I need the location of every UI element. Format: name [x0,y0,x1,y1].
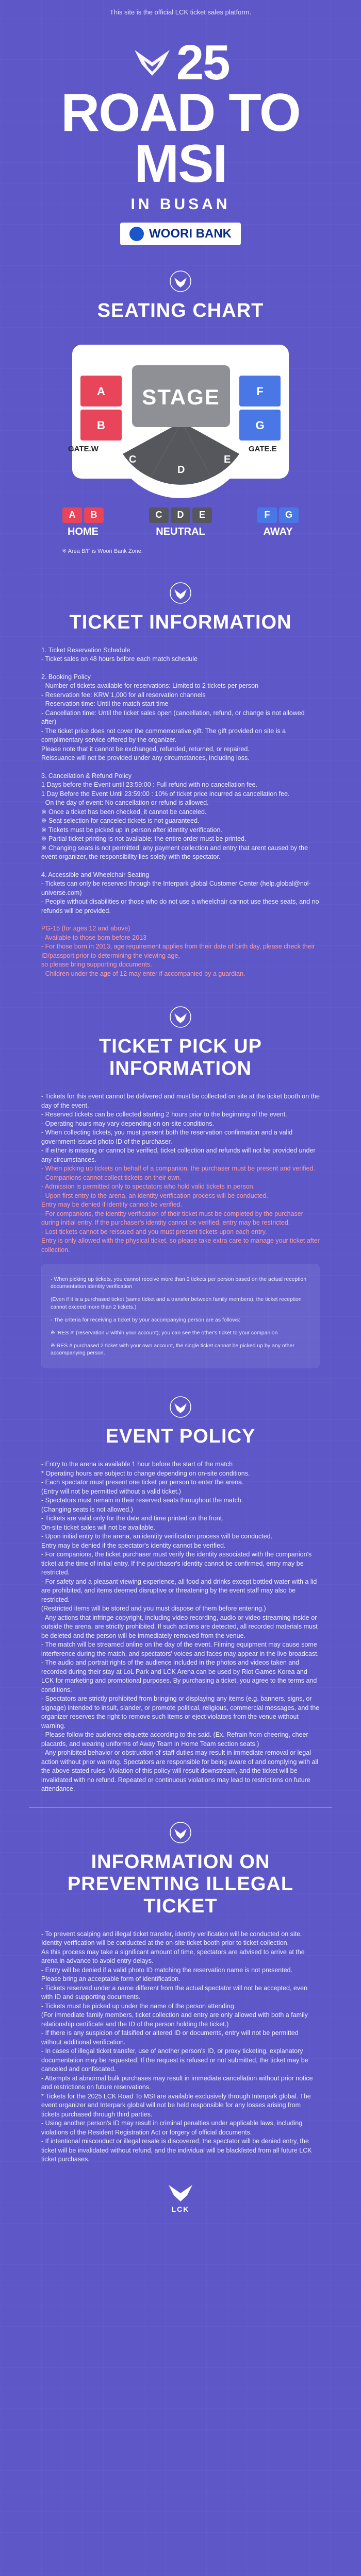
zone-e-label: E [224,453,231,465]
age-rating-warning [41,924,320,978]
info-line: 1 Days before the Event until 23:59:00 : Full refund with no cancellation fee. [41,781,258,789]
info-line: - Reserved tickets can be collected starting 2 hours prior to the beginning of the event. [41,1111,287,1118]
info-line: 1. Ticket Reservation Schedule [41,646,130,654]
gate-west-label: GATE.W [68,444,99,453]
info-line: - For companions, the ticket purchaser must verify the identity associated with the companion's ticket at the time of initial entry. If the purchaser's identity cannot be confirmed, entry may be restricted. [41,1551,312,1577]
warning-line: - To prevent scalping and illegal ticket transfer, identity verification will be conducted on site. [41,1930,302,1938]
warning-line: (For immediate family members, ticket collection and entry are only allowed with both a family relationship certificate and the ID of the person holding the ticket.) [41,2011,308,2028]
warning-line: * Tickets for the 2025 LCK Road To MSI are available exclusively through Interpark global. The event organizer and Interpark global will not be held responsible for any losses arising from tickets purchased through third parties. [41,2092,311,2118]
legend-home-label: HOME [68,526,99,537]
event-policy-title: EVENT POLICY [105,1426,256,1448]
seating-title: SEATING CHART [97,299,264,321]
hero-subtitle: IN BUSAN [130,195,231,213]
warning-line: - Upon first entry to the arena, an identity verification process will be conducted. [41,1192,268,1199]
info-line: - Number of tickets available for reservations: Limited to 2 tickets per person [41,682,259,690]
warning-line: - If there is any suspicion of falsified or altered ID or documents, entry will not be permitted without additional verification. [41,2029,299,2046]
lck-emblem-icon [169,1006,192,1028]
lck-emblem-icon [169,1396,192,1418]
info-line: - Tickets can only be reserved through the Interpark global Customer Center (help.global@nol-universe.com) [41,880,311,896]
footer-logo [0,2182,361,2213]
info-line: - Spectators must remain in their reserved seats throughout the match. [41,1497,243,1504]
info-line: (Changing seats is not allowed.) [41,1505,133,1513]
legend-home [62,507,104,538]
info-line: ※ Partial ticket printing is not available; the entire order must be printed. [41,835,247,843]
seating-chart [36,334,325,540]
official-notice-banner [0,0,361,24]
illegal-ticket-title: INFORMATION ON PREVENTING ILLEGAL TICKET [67,1851,294,1917]
info-line: - Upon initial entry to the arena, an identity verification process will be conducted. [41,1533,273,1540]
illegal-ticket-body [41,1930,320,2164]
event-policy-section [0,1396,361,1794]
warning-line: - Entry will be denied if a valid photo ID matching the reservation name is not presented. [41,1966,293,1974]
lck-wing-icon [132,45,174,81]
warning-line: - Tickets reserved under a name different from the actual spectator will not be accepted, even with ID and supporting documents. [41,1984,308,2001]
hero [0,24,361,245]
warning-line: PG-15 (for ages 12 and above) [41,925,130,933]
banner-text: This site is the official LCK ticket sales platform. [109,8,252,16]
zone-g-label: G [255,418,265,432]
info-line: - The ticket price does not cover the commemorative gift. The gift provided on site is a complimentary service offered by the organizer. [41,727,286,744]
note-line: (Even if it is a purchased ticket (same ticket and a transfer between family members), the ticket reception cannot exceed more than 2 tickets.) [51,1296,302,1310]
zone-d-label: D [177,464,185,476]
booking-policy [41,673,320,763]
pickup-warnings [41,1164,320,1255]
warning-line: As this process may take a significant amount of time, spectators are advised to arrive at the arena in advance to avoid entry delays. [41,1948,305,1965]
pickup-notes [41,1264,320,1368]
info-line: - Entry to the arena is available 1 hour before the start of the match [41,1461,233,1468]
legend-zone-d: D [171,507,190,523]
info-line: - Reservation time: Until the match start time [41,700,169,708]
note-line: - When picking up tickets, you cannot receive more than 2 tickets per person based on the actual reception documentation identity verification [51,1276,307,1290]
info-line: - The audio and portrait rights of the audience included in the photos and videos taken and recorded during their stay at LoL Park and LCK Arena can be used by Riot Games Korea and LCK for marketing and promotional purposes. By purchasing a ticket, you agree to the terms and conditions. [41,1659,317,1693]
info-line: - Ticket sales on 48 hours before each match schedule [41,655,198,663]
zone-c-label: C [129,453,137,465]
info-line: - Tickets are valid only for the date and time printed on the front. [41,1515,224,1522]
info-line: ※ Seat selection for canceled tickets is not guaranteed. [41,817,200,825]
legend-zone-c: C [149,507,169,523]
warning-line: - For companions, the identity verification of their ticket must be completed by the purchaser during initial entry. If the purchaser's identity cannot be verified, entry may be restricted. [41,1210,303,1227]
info-line: 4. Accessible and Wheelchair Seating [41,871,150,878]
refund-policy [41,772,320,862]
pickup-section [0,1006,361,1368]
warning-line: - Companions cannot collect tickets on their own. [41,1174,182,1181]
warning-line: - Children under the age of 12 may enter if accompanied by a guardian. [41,970,245,977]
note-line: ※ 'RES #' (reservation # within your account); you can see the other's ticket to your companion [51,1329,278,1336]
hero-line-2: MSI [134,133,227,194]
info-line: - Tickets for this event cannot be delivered and must be collected on site at the ticket booth on the day of the event. [41,1093,320,1109]
ticket-info-body [41,646,320,979]
sponsor-badge [120,223,241,245]
gate-east-label: GATE.E [249,444,277,453]
pickup-body [41,1092,320,1255]
legend-zone-e: E [192,507,212,523]
info-line: - Each spectator must present one ticket per person to enter the arena. [41,1479,244,1486]
warning-line: - Admission is permitted only to spectators who hold valid tickets in person. [41,1183,255,1191]
info-line: - If either is missing or cannot be verified, ticket collection and refunds will not be provided under any circumstances. [41,1147,316,1163]
info-line: - Any actions that infringe copyright, including video recording, audio or video streaming inside or outside the arena, are strictly prohibited. If such actions are detected, all recorded materials must be deleted and the person will be immediately removed from the venue. [41,1614,318,1639]
warning-line: - If intentional misconduct or illegal resale is discovered, the spectator will be denied entry, the ticket will be invalidated without refund, and the individual will be blacklisted from all future LCK ticket purchases. [41,2138,312,2163]
info-line: - Operating hours may vary depending on on-site conditions. [41,1120,214,1127]
warning-line: Identity verification will be conducted at the on-site ticket booth prior to ticket collection. [41,1939,289,1947]
info-line: - The match will be streamed online on the day of the event. Filming equipment may cause some interference during the match, and spectators' voices and faces may appear in the live broadcast. [41,1641,319,1657]
info-line: (Entry will not be permitted without a valid ticket.) [41,1487,181,1495]
info-line: - People without disabilities or those who do not use a wheelchair cannot use these seats, and no refunds will be provided. [41,898,319,914]
info-line: - Any prohibited behavior or obstruction of staff duties may result in immediate removal or legal action without prior warning. Spectators are responsible for being aware of and complying with all the above-stated rules. Violation of this policy will result downstream, and the ticket will be invalidated with no refund. Repeated or continuous violations may lead to restrictions on future attendance. [41,1749,319,1793]
info-line: - For safety and a pleasant viewing experience, all food and drinks except bottled water with a lid are prohibited, and items deemed disruptive or threatening by the event staff may also be restricted. [41,1578,317,1603]
ticket-info-title: TICKET INFORMATION [69,611,292,633]
event-policy-body [41,1460,320,1794]
info-line: On-site ticket sales will not be available. [41,1523,155,1531]
warning-line: Please bring an acceptable form of identification. [41,1975,180,1983]
info-line: (Restricted items will be stored and you must dispose of them before entering.) [41,1605,266,1613]
warning-line: - In cases of illegal ticket transfer, use of another person's ID, or proxy ticketing, explanatory documentation may be requested. If the request is refused or not submitted, the ticket may be canceled and confiscated. [41,2047,308,2073]
legend-away-label: AWAY [263,526,293,537]
warning-line: - For those born in 2013, age requirement applies from their date of birth day, please check their ID/passport prior to determining the viewing age, [41,943,315,959]
zone-f-label: F [256,384,264,398]
seating-section [0,270,361,554]
pickup-title: TICKET PICK UP INFORMATION [99,1036,262,1080]
note-line: - The criteria for receiving a ticket by your accompanying person are as follows: [51,1316,241,1323]
legend-neutral-label: NEUTRAL [156,526,205,537]
legend-away [257,507,299,538]
info-line: - Cancellation time: Until the ticket sales open (cancellation, refund, or change is not allowed after) [41,709,305,726]
note-line: ※ RES # purchased 2 ticket with your own account, the single ticket cannot be picked up by any other accompanying person. [51,1342,294,1357]
warning-line: Entry is only allowed with the physical ticket, so please take extra care to manage your ticket after collection. [41,1237,320,1253]
lck-emblem-icon [169,270,192,293]
warning-line: - When picking up tickets on behalf of a companion, the purchaser must be present and verified. [41,1165,315,1173]
ticket-info-section [0,582,361,979]
info-line: ※ Once a ticket has been checked, it cannot be canceled. [41,808,207,816]
info-line: Reissuance will not be provided under any circumstances, including loss. [41,754,250,762]
warning-line: - Tickets must be picked up under the name of the person attending. [41,2002,236,2010]
legend-neutral [149,507,212,538]
info-line: 1 Day Before the Event Until 23:59:00 : 10% of ticket price incurred as cancellation fee. [41,790,290,798]
divider [29,1807,332,1808]
info-line: 2. Booking Policy [41,673,91,681]
sponsor-name: WOORI BANK [149,226,232,241]
lck-wing-icon [167,2182,194,2202]
info-line: ※ Changing seats is not permitted; any payment collection and entry that arent caused by the event organizer, the responsibility lies solely with the spectator. [41,844,308,861]
reservation-schedule [41,646,320,664]
woori-bank-logo-icon [129,227,144,241]
hero-line-1: ROAD TO [61,83,300,143]
lck-emblem-icon [169,1821,192,1844]
warning-line: - Available to those born before 2013 [41,934,147,941]
legend-zone-a: A [62,507,82,523]
warning-line: - Lost tickets cannot be reissued and you must present tickets upon each entry. [41,1228,267,1235]
legend-zone-f: F [257,507,277,523]
info-line: 3. Cancellation & Refund Policy [41,772,132,779]
info-line: - When collecting tickets, you must present both the reservation confirmation and a valid government-issued photo ID of the purchaser. [41,1129,293,1145]
woori-zone-note: ※ Area B/F is Woori Bank Zone. [62,548,143,554]
legend-zone-g: G [279,507,299,523]
zone-a-label: A [97,384,105,398]
info-line: * Operating hours are subject to change depending on on-site conditions. [41,1469,250,1477]
info-line: - Spectators are strictly prohibited from bringing or displaying any items (e.g. banners, signs, or signage) intended to insult, slander, or promote political, religious, commercial messages, and the organizer reserves the right to remove such items or eject violators from the venue without warning. [41,1695,320,1730]
illegal-ticket-section [0,1821,361,2164]
legend-zone-b: B [84,507,104,523]
lck-emblem-icon [169,582,192,604]
zone-b-label: B [97,418,105,432]
info-line: - On the day of event: No cancellation or refund is allowed. [41,799,209,807]
zone-legend [36,507,325,538]
warning-line: - Using another person's ID may result in criminal penalties under applicable laws, including violations of the Resident Registration Act or forgery of official documents. [41,2120,303,2136]
hero-number: 25 [176,35,229,90]
info-line: Please note that it cannot be exchanged, refunded, returned, or repaired. [41,745,250,753]
warning-line: so please bring supporting documents. [41,961,152,969]
stage-label: STAGE [142,384,220,409]
info-line: - Please follow the audience etiquette according to the said. (Ex. Refrain from cheering, cheer placards, and wearing uniforms of Away Team in Home Team section seats.) [41,1731,308,1748]
accessible-seating [41,871,320,916]
footer-logo-text: LCK [171,2205,190,2213]
info-line: Entry may be denied if the spectator's identity cannot be verified. [41,1541,226,1549]
warning-line: Entry may be denied if identity cannot be verified. [41,1201,183,1209]
info-line: ※ Tickets must be picked up in person after identity verification. [41,826,222,834]
info-line: - Reservation fee: KRW 1,000 for all reservation channels [41,691,206,699]
warning-line: - Attempts at abnormal bulk purchases may result in immediate cancellation without prior notice and restrictions on future reservations. [41,2074,313,2091]
